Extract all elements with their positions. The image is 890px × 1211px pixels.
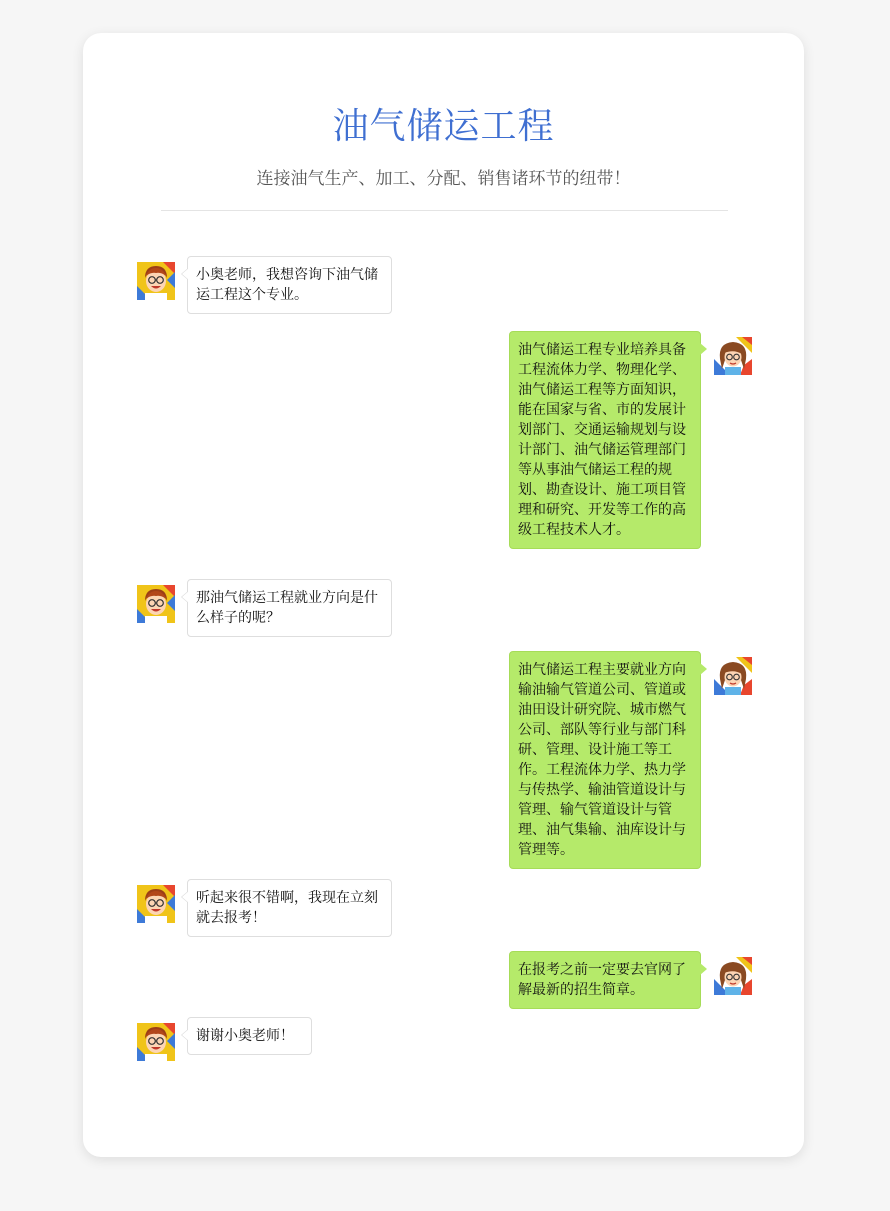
message-bubble-teacher: 在报考之前一定要去官网了解最新的招生简章。	[509, 951, 701, 1009]
title-divider	[161, 210, 728, 211]
student-avatar-icon	[137, 262, 175, 300]
teacher-avatar-icon	[714, 957, 752, 995]
page-subtitle: 连接油气生产、加工、分配、销售诸环节的纽带！	[256, 169, 631, 189]
message-bubble-student: 谢谢小奥老师！	[187, 1017, 312, 1055]
teacher-avatar-icon	[714, 657, 752, 695]
page-title: 油气储运工程	[332, 106, 555, 147]
message-bubble-teacher: 油气储运工程专业培养具备工程流体力学、物理化学、油气储运工程等方面知识，能在国家与省、市的发展计划部门、交通运输规划与设计部门、油气储运管理部门等从事油气储运工程的规划、勘查设计、施工项目管理和研究、开发等工作的高级工程技术人才。	[509, 331, 701, 549]
student-avatar-icon	[137, 1023, 175, 1061]
message-bubble-student: 那油气储运工程就业方向是什么样子的呢？	[187, 579, 392, 637]
teacher-avatar-icon	[714, 337, 752, 375]
message-bubble-student: 小奥老师，我想咨询下油气储运工程这个专业。	[187, 256, 392, 314]
student-avatar-icon	[137, 885, 175, 923]
student-avatar-icon	[137, 585, 175, 623]
chat-card	[83, 33, 804, 1157]
message-bubble-student: 听起来很不错啊，我现在立刻就去报考！	[187, 879, 392, 937]
message-bubble-teacher: 油气储运工程主要就业方向输油输气管道公司、管道或油田设计研究院、城市燃气公司、部队等行业与部门科研、管理、设计施工等工作。工程流体力学、热力学与传热学、输油管道设计与管理、输气管道设计与管理、油气集输、油库设计与管理等。	[509, 651, 701, 869]
